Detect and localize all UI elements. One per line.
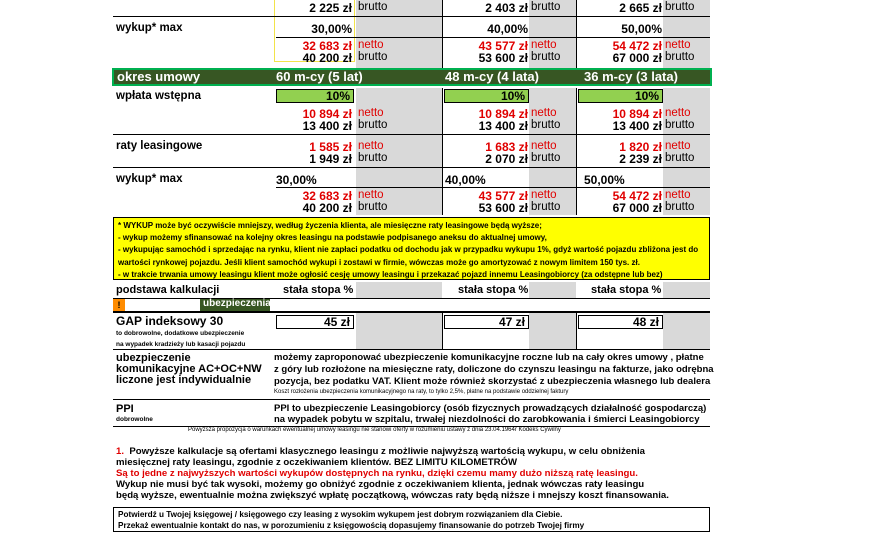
ppi-label: PPI xyxy=(116,403,134,415)
wplata-label: wpłata wstępna xyxy=(116,90,201,102)
disclaimer: Powyższa propozycja o warunkach ewentualnej umowy leasingu nie stanowi oferty w rozumieniu ustawy z dnia 23.04.1964r Kodeks Cywilny xyxy=(188,427,561,433)
top-brutto-c: 2 665 zł xyxy=(619,1,662,15)
footer-box: Potwierdź u Twojej księgowej / księgowego czy leasing z wysokim wykupem jest dobrym rozwiązaniem dla Ciebie. Przekaż ewentualnie kontakt do nas, w porozumieniu z księgowością dopasujemy finansowanie do potrzeb Twojej firmy xyxy=(113,507,710,532)
okres-label: okres umowy xyxy=(117,69,201,84)
para-line-1: 1. Powyższe kalkulacje są ofertami klasycznego leasingu z możliwie najwyższą wartością wykupu, w celu obniżenia xyxy=(116,446,645,457)
top-wykup-label: wykup* max xyxy=(116,22,183,34)
warning-icon: ! xyxy=(113,299,125,311)
podstawa-label: podstawa kalkulacji xyxy=(116,284,220,296)
top-brutto-a: 2 225 zł xyxy=(309,1,352,15)
notes-box: * WYKUP może być oczywiście mniejszy, według życzenia klienta, ale miesięczne raty leasingowe będą wyższe; - wykup możemy sfinansować na kolejny okres leasingu na podstawie podpisanego aneksu do aktualnej umowy, - wykupując samochód i sprzedając na rynku, klient nie zapłaci podatku od dochodu jak w przypadku wykupu 1%, gdyż wartość pojazdu zbliżona jest do wartości rynkowej pojazdu. Jeśli klient samochód wykupi i zostawi w firmie, wówczas może go amortyzować z nowym limitem 150 tys. zł. - w trakcie trwania umowy leasingu klient może ogłosić cesję umowy leasingu i przekazać pojazd innemu Leasingobiorcy (za odstępne lub bez) xyxy=(113,217,710,280)
wykup-label: wykup* max xyxy=(116,173,183,185)
gap-label: GAP indeksowy 30 xyxy=(116,314,224,328)
top-brutto-b: 2 403 zł xyxy=(485,1,528,15)
raty-label: raty leasingowe xyxy=(116,140,203,152)
